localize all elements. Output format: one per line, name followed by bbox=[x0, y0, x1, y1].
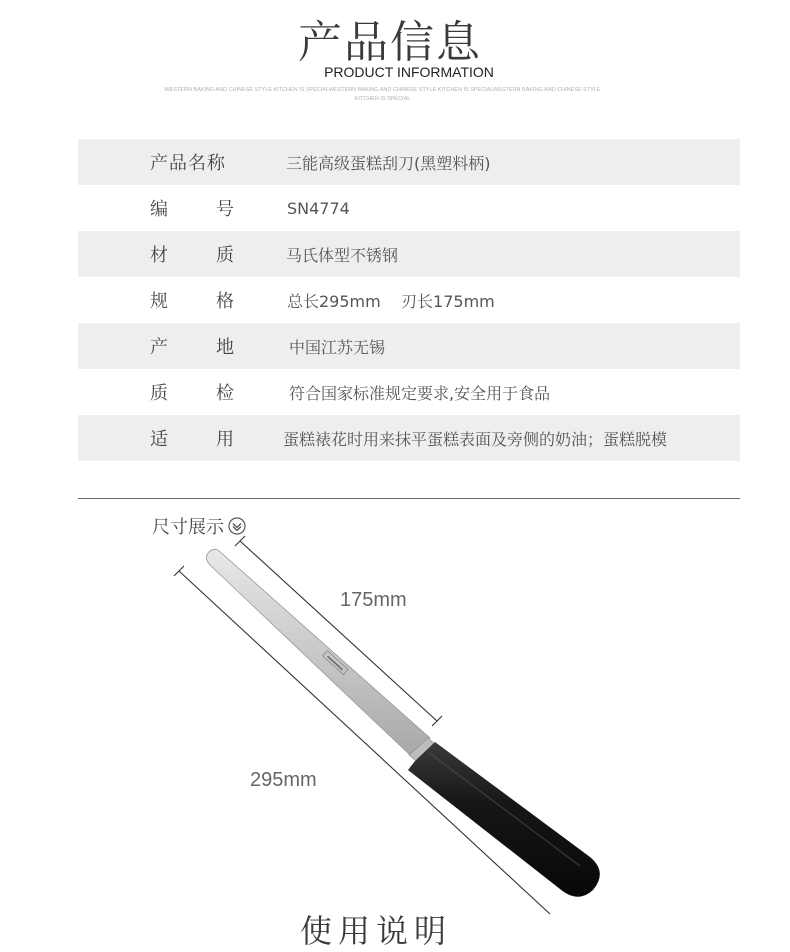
tagline: WESTERN BAKING AND CHINESE STYLE KITCHEN IS SPECIALWESTERN BAKING AND CHINESE STYLE KITCHEN IS SPECIALWESTERN BAKING AND CHINESE STYLE KITCHEN IS SPECIAL bbox=[164, 87, 601, 102]
blade-dimension-line bbox=[235, 536, 442, 726]
blade-length-label: 175mm bbox=[340, 589, 407, 611]
spec-key-char: 用 bbox=[216, 429, 234, 450]
page-title-en: PRODUCT INFORMATION bbox=[324, 64, 494, 80]
spec-value: 中国江苏无锡 bbox=[289, 337, 386, 357]
total-dimension-line bbox=[174, 566, 550, 914]
spec-key-char: 地 bbox=[216, 337, 234, 358]
spec-key-char: 检 bbox=[216, 383, 234, 404]
spec-value: 总长295mm 刃长175mm bbox=[287, 291, 495, 311]
spec-value: 符合国家标准规定要求,安全用于食品 bbox=[289, 383, 551, 403]
spec-key-char: 适 bbox=[150, 429, 168, 450]
spec-key-char: 编 bbox=[150, 199, 168, 220]
spec-key-char: 质 bbox=[216, 245, 234, 266]
spec-value: 马氏体型不锈钢 bbox=[286, 245, 399, 265]
spec-key: 产品名称 bbox=[150, 153, 226, 174]
spec-key-char: 质 bbox=[150, 383, 168, 404]
spec-value: 三能高级蛋糕刮刀(黑塑料柄) bbox=[286, 153, 491, 173]
spec-value: SN4774 bbox=[287, 198, 350, 218]
spec-key-char: 号 bbox=[216, 199, 234, 220]
spec-key-char: 格 bbox=[216, 291, 234, 312]
size-section-label: 尺寸展示 bbox=[152, 517, 224, 538]
next-section-title-partial: 使用说明 bbox=[300, 912, 453, 950]
spec-value: 蛋糕裱花时用来抹平蛋糕表面及旁侧的奶油；蛋糕脱模 bbox=[283, 429, 668, 449]
spec-key-char: 产 bbox=[150, 337, 168, 358]
spec-key-char: 材 bbox=[150, 245, 168, 266]
spec-key-char: 规 bbox=[150, 291, 168, 312]
page-title-cn: 产品信息 bbox=[298, 17, 482, 68]
total-length-label: 295mm bbox=[250, 769, 317, 791]
